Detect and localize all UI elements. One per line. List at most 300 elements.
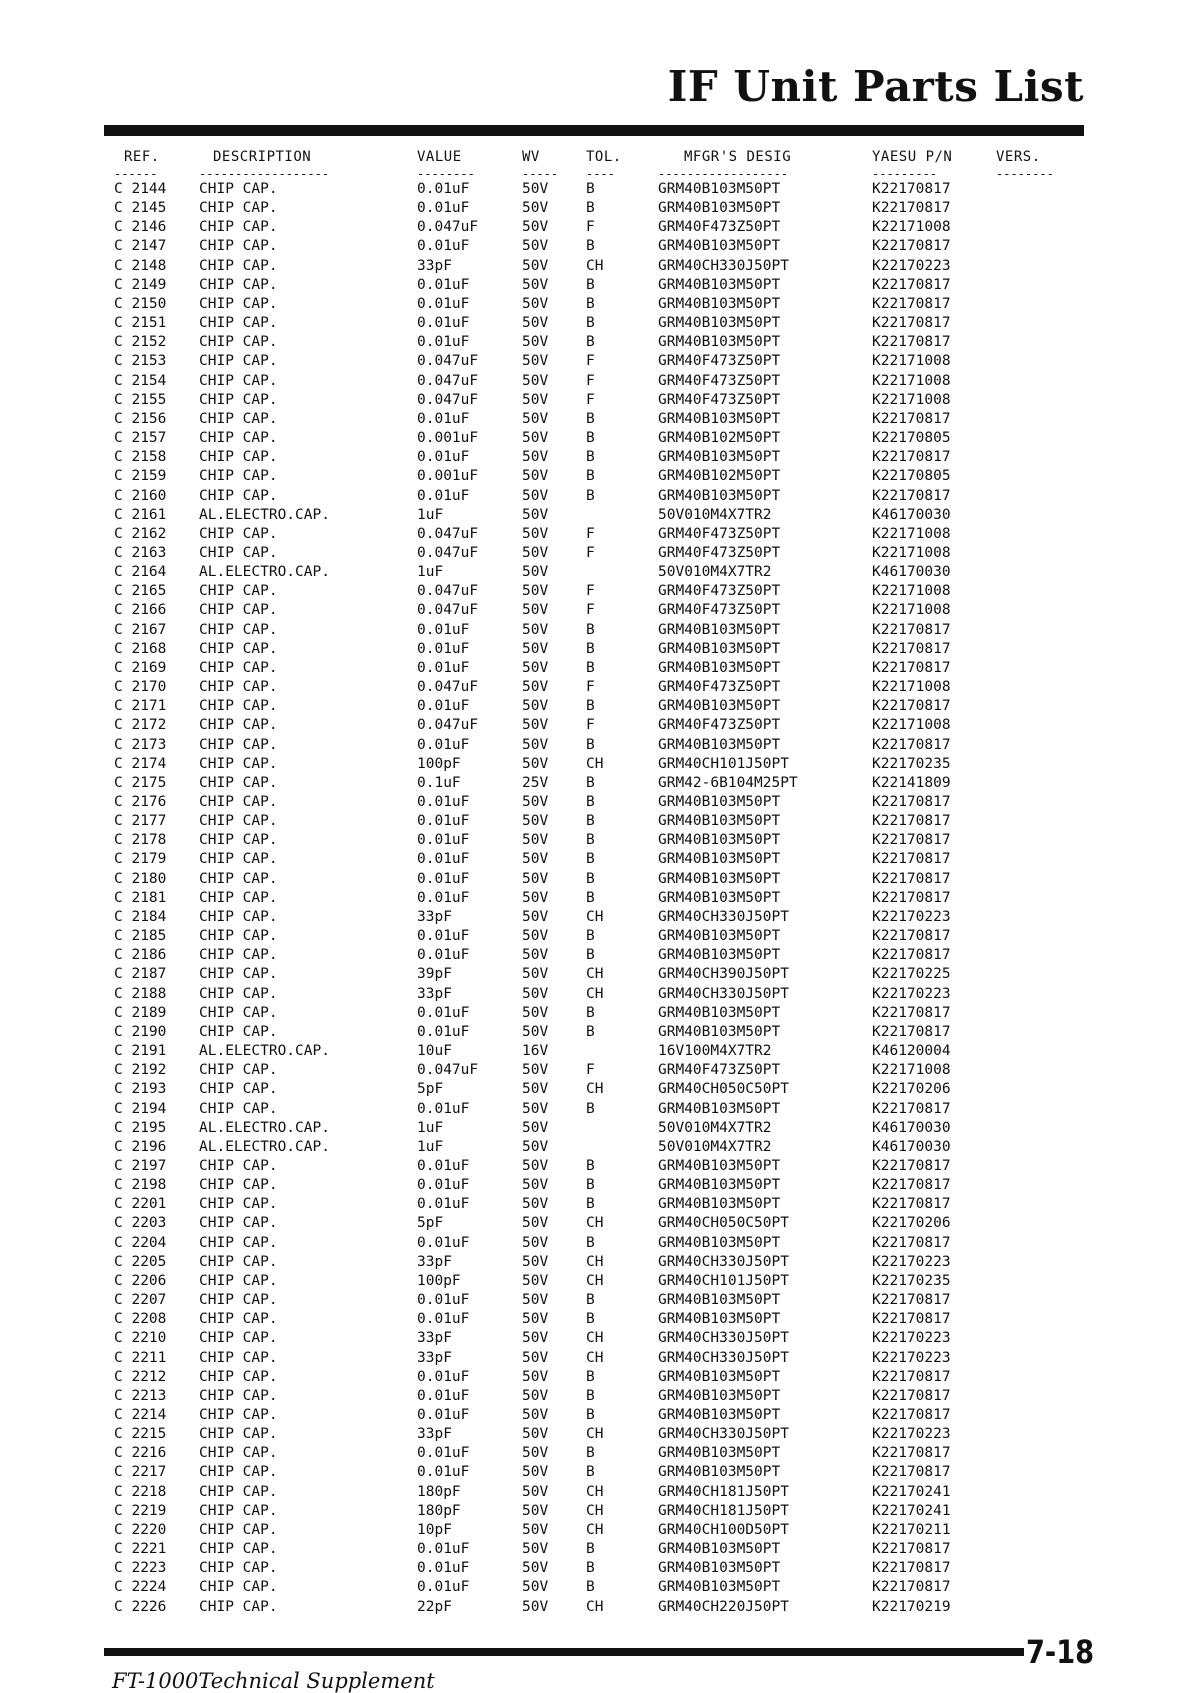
vers-cell [996, 850, 1090, 869]
tol-cell: B [586, 1292, 595, 1309]
table-row [114, 1310, 1090, 1329]
wv-cell: 50V [522, 1119, 549, 1136]
ref-cell: C 2204 [114, 1234, 167, 1251]
wv-cell: 50V [522, 908, 549, 925]
page-title: IF Unit Parts List [667, 62, 1084, 111]
description-cell: CHIP CAP. [199, 1483, 278, 1500]
description-cell: CHIP CAP. [199, 1579, 278, 1596]
vers-cell [996, 1559, 1090, 1578]
table-row [114, 1540, 1090, 1559]
description-cell: CHIP CAP. [199, 257, 278, 274]
wv-cell: 50V [522, 315, 549, 332]
tol-cell: CH [586, 1253, 604, 1270]
mfgr-cell: GRM40B103M50PT [658, 794, 781, 810]
mfgr-cell: GRM40F473Z50PT [658, 544, 781, 561]
yaesu-pn-cell: K22170817 [872, 200, 951, 217]
mfgr-cell: GRM40B103M50PT [658, 1292, 781, 1309]
ref-cell: C 2178 [114, 832, 167, 849]
mfgr-cell: GRM40B103M50PT [658, 1196, 781, 1213]
mfgr-cell: GRM40B103M50PT [658, 851, 781, 868]
mfgr-cell: GRM40B103M50PT [658, 1560, 781, 1577]
vers-cell [996, 1291, 1090, 1310]
vers-cell [996, 755, 1090, 774]
yaesu-pn-cell: K22170817 [872, 640, 951, 657]
value-cell: 39pF [417, 966, 452, 983]
wv-cell: 50V [522, 1004, 549, 1021]
wv-cell: 50V [522, 1387, 549, 1404]
yaesu-pn-cell: K22170223 [872, 1349, 951, 1366]
vers-cell [996, 180, 1090, 199]
description-cell: CHIP CAP. [199, 813, 278, 830]
mfgr-cell: GRM40B103M50PT [658, 1157, 781, 1174]
table-row [114, 1195, 1090, 1214]
header-yaesu-pn: YAESU P/N [872, 149, 953, 165]
table-row [114, 985, 1090, 1004]
yaesu-pn-cell: K22171008 [872, 544, 951, 561]
mfgr-cell: GRM40B103M50PT [658, 1387, 781, 1404]
vers-cell [996, 218, 1090, 237]
value-cell: 0.047uF [417, 525, 479, 542]
table-row [114, 908, 1090, 927]
table-row [114, 314, 1090, 333]
wv-cell: 50V [522, 391, 549, 408]
vers-cell [996, 1176, 1090, 1195]
ref-cell: C 2195 [114, 1119, 167, 1136]
value-cell: 0.01uF [417, 889, 470, 906]
wv-cell: 50V [522, 966, 549, 983]
ref-cell: C 2212 [114, 1368, 167, 1385]
table-row [114, 946, 1090, 965]
header-vers: VERS. [996, 149, 1041, 165]
vers-cell [996, 1444, 1090, 1463]
tol-cell [586, 1119, 658, 1138]
table-row [114, 1463, 1090, 1482]
ref-cell: C 2164 [114, 564, 167, 581]
vers-cell [996, 678, 1090, 697]
ref-cell: C 2213 [114, 1387, 167, 1404]
value-cell: 0.01uF [417, 1004, 470, 1021]
yaesu-pn-cell: K22170817 [872, 1368, 951, 1385]
dash-wv: ----- [522, 168, 559, 180]
value-cell: 100pF [417, 1272, 461, 1289]
description-cell: CHIP CAP. [199, 238, 278, 255]
description-cell: AL.ELECTRO.CAP. [199, 1043, 330, 1060]
ref-cell: C 2226 [114, 1598, 167, 1615]
tol-cell: B [586, 947, 595, 964]
yaesu-pn-cell: K22170817 [872, 315, 951, 332]
value-cell: 1uF [417, 564, 444, 581]
vers-cell [996, 1004, 1090, 1023]
wv-cell: 50V [522, 1157, 549, 1174]
mfgr-cell: GRM40F473Z50PT [658, 525, 781, 542]
vers-cell [996, 812, 1090, 831]
description-cell: CHIP CAP. [199, 1330, 278, 1347]
description-cell: CHIP CAP. [199, 1560, 278, 1577]
yaesu-pn-cell: K22170817 [872, 181, 951, 197]
wv-cell: 50V [522, 698, 549, 715]
description-cell: CHIP CAP. [199, 181, 278, 197]
wv-cell: 50V [522, 564, 549, 581]
ref-cell: C 2181 [114, 889, 167, 906]
description-cell: CHIP CAP. [199, 544, 278, 561]
table-row [114, 1234, 1090, 1253]
ref-cell: C 2162 [114, 525, 167, 542]
value-cell: 0.047uF [417, 391, 479, 408]
tol-cell: F [586, 717, 595, 734]
description-cell: CHIP CAP. [199, 1157, 278, 1174]
table-row [114, 199, 1090, 218]
table-row [114, 774, 1090, 793]
tol-cell: F [586, 525, 595, 542]
yaesu-pn-cell: K22170817 [872, 851, 951, 868]
description-cell: CHIP CAP. [199, 774, 278, 791]
mfgr-cell: GRM40B103M50PT [658, 1234, 781, 1251]
vers-cell [996, 1119, 1090, 1138]
value-cell: 33pF [417, 985, 452, 1002]
mfgr-cell: GRM42-6B104M25PT [658, 774, 798, 791]
value-cell: 0.01uF [417, 928, 470, 945]
vers-cell [996, 487, 1090, 506]
tol-cell: CH [586, 1521, 604, 1538]
header-row [114, 146, 1090, 168]
value-cell: 22pF [417, 1598, 452, 1615]
tol-cell: B [586, 832, 595, 849]
mfgr-cell: GRM40B103M50PT [658, 698, 781, 715]
vers-cell [996, 391, 1090, 410]
wv-cell: 50V [522, 181, 549, 197]
wv-cell: 50V [522, 1521, 549, 1538]
vers-cell [996, 1234, 1090, 1253]
tol-cell: B [586, 621, 595, 638]
value-cell: 0.01uF [417, 238, 470, 255]
table-row [114, 1291, 1090, 1310]
tol-cell: B [586, 1368, 595, 1385]
description-cell: CHIP CAP. [199, 679, 278, 696]
table-row [114, 372, 1090, 391]
ref-cell: C 2186 [114, 947, 167, 964]
vers-cell [996, 525, 1090, 544]
mfgr-cell: GRM40B103M50PT [658, 1311, 781, 1328]
table-row [114, 276, 1090, 295]
table-row [114, 965, 1090, 984]
table-row [114, 237, 1090, 256]
ref-cell: C 2174 [114, 755, 167, 772]
description-cell: CHIP CAP. [199, 928, 278, 945]
value-cell: 0.01uF [417, 1234, 470, 1251]
wv-cell: 50V [522, 1023, 549, 1040]
mfgr-cell: GRM40B103M50PT [658, 315, 781, 332]
wv-cell: 50V [522, 1560, 549, 1577]
mfgr-cell: GRM40B103M50PT [658, 1464, 781, 1481]
description-cell: CHIP CAP. [199, 1426, 278, 1443]
mfgr-cell: GRM40B103M50PT [658, 410, 781, 427]
wv-cell: 50V [522, 1253, 549, 1270]
description-cell: CHIP CAP. [199, 1349, 278, 1366]
yaesu-pn-cell: K22170817 [872, 1541, 951, 1558]
ref-cell: C 2155 [114, 391, 167, 408]
description-cell: CHIP CAP. [199, 985, 278, 1002]
mfgr-cell: GRM40B103M50PT [658, 1445, 781, 1462]
table-row [114, 1444, 1090, 1463]
tol-cell: CH [586, 1215, 604, 1232]
table-row [114, 1253, 1090, 1272]
ref-cell: C 2194 [114, 1100, 167, 1117]
mfgr-cell: GRM40F473Z50PT [658, 1062, 781, 1079]
value-cell: 0.01uF [417, 1292, 470, 1309]
vers-cell [996, 621, 1090, 640]
description-cell: CHIP CAP. [199, 353, 278, 370]
table-row [114, 678, 1090, 697]
table-row [114, 889, 1090, 908]
mfgr-cell: GRM40B103M50PT [658, 1177, 781, 1194]
description-cell: CHIP CAP. [199, 1023, 278, 1040]
value-cell: 100pF [417, 755, 461, 772]
description-cell: CHIP CAP. [199, 947, 278, 964]
tol-cell: B [586, 870, 595, 887]
ref-cell: C 2218 [114, 1483, 167, 1500]
yaesu-pn-cell: K46170030 [872, 1119, 951, 1136]
wv-cell: 50V [522, 889, 549, 906]
wv-cell: 50V [522, 295, 549, 312]
ref-cell: C 2177 [114, 813, 167, 830]
table-row [114, 1023, 1090, 1042]
parts-table [114, 146, 1090, 1617]
wv-cell: 50V [522, 1349, 549, 1366]
vers-cell [996, 314, 1090, 333]
yaesu-pn-cell: K22170817 [872, 794, 951, 810]
wv-cell: 50V [522, 238, 549, 255]
description-cell: CHIP CAP. [199, 698, 278, 715]
table-row [114, 755, 1090, 774]
ref-cell: C 2151 [114, 315, 167, 332]
value-cell: 33pF [417, 908, 452, 925]
table-row [114, 1368, 1090, 1387]
ref-cell: C 2145 [114, 200, 167, 217]
dash-mfgr: ------------------ [658, 168, 789, 180]
yaesu-pn-cell: K22170235 [872, 1272, 951, 1289]
table-row [114, 831, 1090, 850]
table-row [114, 448, 1090, 467]
table-row [114, 295, 1090, 314]
table-row [114, 582, 1090, 601]
header-tol: TOL. [586, 149, 622, 165]
table-row [114, 850, 1090, 869]
table-row [114, 487, 1090, 506]
yaesu-pn-cell: K22170817 [872, 276, 951, 293]
description-cell: CHIP CAP. [199, 1234, 278, 1251]
yaesu-pn-cell: K22170817 [872, 1560, 951, 1577]
description-cell: CHIP CAP. [199, 487, 278, 504]
yaesu-pn-cell: K22170206 [872, 1215, 951, 1232]
mfgr-cell: GRM40B102M50PT [658, 468, 781, 485]
tol-cell: CH [586, 1426, 604, 1443]
mfgr-cell: GRM40B103M50PT [658, 736, 781, 753]
mfgr-cell: GRM40B103M50PT [658, 928, 781, 945]
tol-cell: B [586, 1100, 595, 1117]
tol-cell: CH [586, 908, 604, 925]
description-cell: CHIP CAP. [199, 1311, 278, 1328]
vers-cell [996, 1023, 1090, 1042]
description-cell: CHIP CAP. [199, 908, 278, 925]
wv-cell: 50V [522, 1598, 549, 1615]
ref-cell: C 2193 [114, 1081, 167, 1098]
tol-cell: B [586, 1464, 595, 1481]
vers-cell [996, 793, 1090, 812]
table-row [114, 659, 1090, 678]
wv-cell: 50V [522, 851, 549, 868]
tol-cell: B [586, 487, 595, 504]
value-cell: 0.01uF [417, 794, 470, 810]
dash-tol: ---- [586, 168, 615, 180]
vers-cell [996, 1080, 1090, 1099]
table-row [114, 812, 1090, 831]
mfgr-cell: GRM40CH330J50PT [658, 257, 789, 274]
tol-cell: F [586, 353, 595, 370]
header-mfgr: MFGR'S DESIG [684, 149, 792, 165]
tol-cell: F [586, 391, 595, 408]
table-row [114, 563, 1090, 582]
mfgr-cell: GRM40B103M50PT [658, 1023, 781, 1040]
wv-cell: 50V [522, 679, 549, 696]
mfgr-cell: GRM40B103M50PT [658, 947, 781, 964]
description-cell: CHIP CAP. [199, 870, 278, 887]
ref-cell: C 2203 [114, 1215, 167, 1232]
yaesu-pn-cell: K22170817 [872, 1157, 951, 1174]
value-cell: 0.047uF [417, 602, 479, 619]
tol-cell: CH [586, 1330, 604, 1347]
ref-cell: C 2179 [114, 851, 167, 868]
tol-cell: B [586, 315, 595, 332]
description-cell: CHIP CAP. [199, 1407, 278, 1423]
ref-cell: C 2150 [114, 295, 167, 312]
yaesu-pn-cell: K22141809 [872, 774, 951, 791]
mfgr-cell: GRM40F473Z50PT [658, 583, 781, 600]
value-cell: 33pF [417, 1253, 452, 1270]
ref-cell: C 2187 [114, 966, 167, 983]
yaesu-pn-cell: K22170817 [872, 870, 951, 887]
wv-cell: 50V [522, 544, 549, 561]
wv-cell: 50V [522, 1445, 549, 1462]
wv-cell: 50V [522, 449, 549, 466]
yaesu-pn-cell: K22171008 [872, 372, 951, 389]
yaesu-pn-cell: K22170805 [872, 430, 951, 447]
header-value: VALUE [417, 149, 462, 165]
description-cell: CHIP CAP. [199, 1062, 278, 1079]
ref-cell: C 2144 [114, 181, 167, 197]
vers-cell [996, 601, 1090, 620]
value-cell: 0.01uF [417, 334, 470, 351]
table-row [114, 1425, 1090, 1444]
table-row [114, 601, 1090, 620]
description-cell: CHIP CAP. [199, 295, 278, 312]
mfgr-cell: GRM40F473Z50PT [658, 372, 781, 389]
description-cell: CHIP CAP. [199, 315, 278, 332]
table-row [114, 525, 1090, 544]
table-row [114, 1157, 1090, 1176]
description-cell: CHIP CAP. [199, 1502, 278, 1519]
value-cell: 5pF [417, 1215, 444, 1232]
yaesu-pn-cell: K22170817 [872, 1004, 951, 1021]
tol-cell: B [586, 659, 595, 676]
wv-cell: 25V [522, 774, 549, 791]
description-cell: CHIP CAP. [199, 583, 278, 600]
mfgr-cell: GRM40F473Z50PT [658, 679, 781, 696]
tol-cell: F [586, 372, 595, 389]
vers-cell [996, 774, 1090, 793]
value-cell: 0.047uF [417, 353, 479, 370]
tol-cell [586, 506, 658, 525]
vers-cell [996, 333, 1090, 352]
value-cell: 0.047uF [417, 544, 479, 561]
tol-cell: B [586, 1311, 595, 1328]
description-cell: CHIP CAP. [199, 1541, 278, 1558]
ref-cell: C 2224 [114, 1579, 167, 1596]
tol-cell: B [586, 1157, 595, 1174]
value-cell: 0.001uF [417, 468, 479, 485]
wv-cell: 50V [522, 985, 549, 1002]
table-row [114, 927, 1090, 946]
mfgr-cell: GRM40B103M50PT [658, 1004, 781, 1021]
mfgr-cell: GRM40B103M50PT [658, 181, 781, 197]
ref-cell: C 2149 [114, 276, 167, 293]
description-cell: CHIP CAP. [199, 276, 278, 293]
tol-cell: B [586, 276, 595, 293]
description-cell: CHIP CAP. [199, 794, 278, 810]
value-cell: 0.01uF [417, 813, 470, 830]
tol-cell: B [586, 468, 595, 485]
yaesu-pn-cell: K22170817 [872, 1311, 951, 1328]
dash-yaesu-pn: --------- [872, 168, 938, 180]
yaesu-pn-cell: K22170817 [872, 1234, 951, 1251]
mfgr-cell: GRM40CH330J50PT [658, 1349, 789, 1366]
tol-cell: B [586, 430, 595, 447]
tol-cell: B [586, 1387, 595, 1404]
tol-cell: F [586, 219, 595, 236]
tol-cell: B [586, 774, 595, 791]
yaesu-pn-cell: K46120004 [872, 1043, 951, 1060]
table-row [114, 218, 1090, 237]
tol-cell: B [586, 813, 595, 830]
tol-cell [586, 1042, 658, 1061]
yaesu-pn-cell: K22170817 [872, 659, 951, 676]
description-cell: CHIP CAP. [199, 1004, 278, 1021]
dash-ref: ------ [114, 168, 158, 180]
mfgr-cell: GRM40B103M50PT [658, 640, 781, 657]
mfgr-cell: GRM40B103M50PT [658, 449, 781, 466]
wv-cell: 50V [522, 1177, 549, 1194]
vers-cell [996, 697, 1090, 716]
ref-cell: C 2215 [114, 1426, 167, 1443]
mfgr-cell: GRM40CH100D50PT [658, 1521, 789, 1538]
wv-cell: 50V [522, 506, 549, 523]
ref-cell: C 2185 [114, 928, 167, 945]
vers-cell [996, 1387, 1090, 1406]
mfgr-cell: GRM40CH220J50PT [658, 1598, 789, 1615]
yaesu-pn-cell: K22170817 [872, 1407, 951, 1423]
value-cell: 180pF [417, 1483, 461, 1500]
tol-cell: B [586, 851, 595, 868]
description-cell: CHIP CAP. [199, 449, 278, 466]
mfgr-cell: GRM40B103M50PT [658, 832, 781, 849]
description-cell: CHIP CAP. [199, 468, 278, 485]
table-row [114, 506, 1090, 525]
tol-cell: B [586, 698, 595, 715]
yaesu-pn-cell: K22170817 [872, 238, 951, 255]
value-cell: 0.01uF [417, 200, 470, 217]
ref-cell: C 2166 [114, 602, 167, 619]
value-cell: 0.01uF [417, 1100, 470, 1117]
table-row [114, 736, 1090, 755]
